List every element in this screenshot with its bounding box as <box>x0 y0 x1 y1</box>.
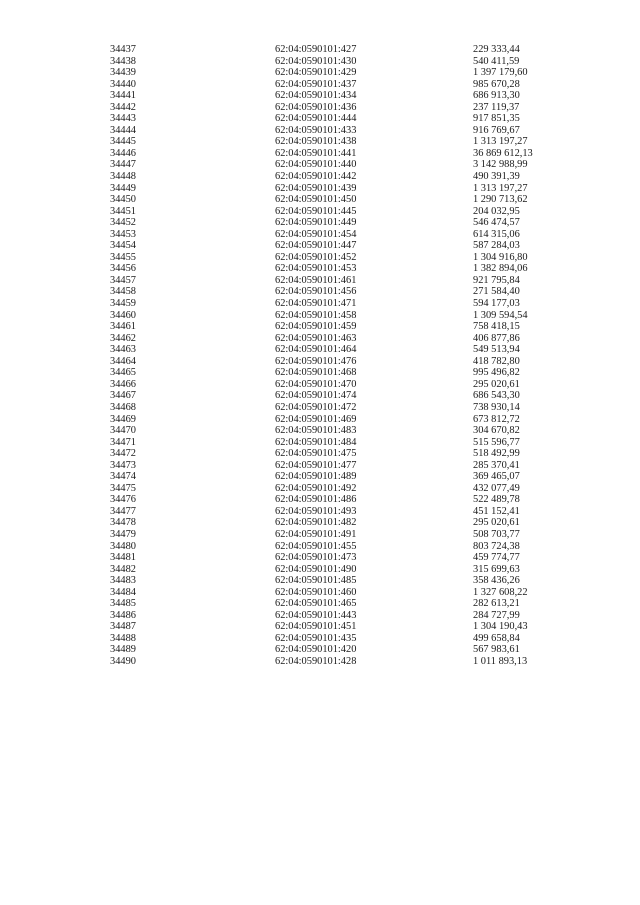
row-number: 34444 <box>110 124 136 136</box>
row-number: 34467 <box>110 390 136 402</box>
row-number: 34463 <box>110 344 136 356</box>
cadastral-number: 62:04:0590101:443 <box>275 609 357 621</box>
row-number: 34465 <box>110 367 136 379</box>
cadastral-value: 614 315,06 <box>473 228 520 240</box>
cadastral-number: 62:04:0590101:439 <box>275 182 357 194</box>
cadastral-value: 1 382 894,06 <box>473 263 528 275</box>
cadastral-value: 204 032,95 <box>473 205 520 217</box>
cadastral-number: 62:04:0590101:484 <box>275 436 357 448</box>
cadastral-value: 587 284,03 <box>473 240 520 252</box>
cadastral-value: 295 020,61 <box>473 517 520 529</box>
row-number: 34470 <box>110 425 136 437</box>
cadastral-value: 916 769,67 <box>473 124 520 136</box>
cadastral-number: 62:04:0590101:450 <box>275 194 357 206</box>
table-row <box>0 194 640 206</box>
cadastral-number: 62:04:0590101:459 <box>275 321 357 333</box>
cadastral-value: 518 492,99 <box>473 448 520 460</box>
row-number: 34469 <box>110 413 136 425</box>
table-row <box>0 229 640 241</box>
table-row <box>0 471 640 483</box>
cadastral-number: 62:04:0590101:428 <box>275 655 357 667</box>
table-row <box>0 159 640 171</box>
row-number: 34481 <box>110 552 136 564</box>
cadastral-value: 594 177,03 <box>473 298 520 310</box>
row-number: 34485 <box>110 598 136 610</box>
table-row <box>0 564 640 576</box>
cadastral-value: 522 489,78 <box>473 494 520 506</box>
cadastral-number: 62:04:0590101:436 <box>275 101 357 113</box>
row-number: 34448 <box>110 171 136 183</box>
cadastral-number: 62:04:0590101:492 <box>275 482 357 494</box>
cadastral-value: 358 436,26 <box>473 575 520 587</box>
cadastral-value: 540 411,59 <box>473 55 520 67</box>
cadastral-value: 515 596,77 <box>473 436 520 448</box>
table-row <box>0 356 640 368</box>
cadastral-number: 62:04:0590101:440 <box>275 159 357 171</box>
row-number: 34490 <box>110 655 136 667</box>
cadastral-number: 62:04:0590101:427 <box>275 44 357 55</box>
cadastral-value: 673 812,72 <box>473 413 520 425</box>
cadastral-number: 62:04:0590101:447 <box>275 240 357 252</box>
cadastral-number: 62:04:0590101:455 <box>275 540 357 552</box>
row-number: 34472 <box>110 448 136 460</box>
table-row <box>0 56 640 68</box>
row-number: 34468 <box>110 401 136 413</box>
row-number: 34439 <box>110 67 136 79</box>
cadastral-number: 62:04:0590101:476 <box>275 355 357 367</box>
row-number: 34440 <box>110 78 136 90</box>
table-row <box>0 298 640 310</box>
cadastral-value: 985 670,28 <box>473 78 520 90</box>
cadastral-number: 62:04:0590101:485 <box>275 575 357 587</box>
table-row <box>0 344 640 356</box>
cadastral-number: 62:04:0590101:465 <box>275 598 357 610</box>
cadastral-number: 62:04:0590101:461 <box>275 274 357 286</box>
row-number: 34449 <box>110 182 136 194</box>
cadastral-number: 62:04:0590101:442 <box>275 171 357 183</box>
cadastral-number: 62:04:0590101:451 <box>275 621 357 633</box>
row-number: 34464 <box>110 355 136 367</box>
table-row <box>0 171 640 183</box>
table-row <box>0 644 640 656</box>
row-number: 34473 <box>110 459 136 471</box>
cadastral-value: 369 465,07 <box>473 471 520 483</box>
cadastral-number: 62:04:0590101:475 <box>275 448 357 460</box>
table-row <box>0 240 640 252</box>
cadastral-value: 418 782,80 <box>473 355 520 367</box>
table-row <box>0 448 640 460</box>
table-row <box>0 379 640 391</box>
table-row <box>0 275 640 287</box>
table-row <box>0 402 640 414</box>
cadastral-number: 62:04:0590101:435 <box>275 632 357 644</box>
table-row <box>0 217 640 229</box>
cadastral-value: 803 724,38 <box>473 540 520 552</box>
cadastral-value: 499 658,84 <box>473 632 520 644</box>
cadastral-value: 1 011 893,13 <box>473 655 528 667</box>
cadastral-value: 686 543,30 <box>473 390 520 402</box>
row-number: 34458 <box>110 286 136 298</box>
cadastral-number: 62:04:0590101:493 <box>275 505 357 517</box>
table-row <box>0 206 640 218</box>
cadastral-number: 62:04:0590101:489 <box>275 471 357 483</box>
cadastral-number: 62:04:0590101:456 <box>275 286 357 298</box>
table-row <box>0 633 640 645</box>
cadastral-value: 686 913,30 <box>473 90 520 102</box>
cadastral-number: 62:04:0590101:420 <box>275 644 357 656</box>
cadastral-number: 62:04:0590101:429 <box>275 67 357 79</box>
row-number: 34489 <box>110 644 136 656</box>
cadastral-number: 62:04:0590101:452 <box>275 251 357 263</box>
cadastral-number: 62:04:0590101:483 <box>275 425 357 437</box>
table-row <box>0 575 640 587</box>
cadastral-number: 62:04:0590101:449 <box>275 217 357 229</box>
cadastral-value: 36 869 612,13 <box>473 147 533 159</box>
cadastral-value: 1 397 179,60 <box>473 67 528 79</box>
row-number: 34466 <box>110 378 136 390</box>
row-number: 34445 <box>110 136 136 148</box>
cadastral-number: 62:04:0590101:453 <box>275 263 357 275</box>
row-number: 34479 <box>110 528 136 540</box>
row-number: 34461 <box>110 321 136 333</box>
cadastral-value: 285 370,41 <box>473 459 520 471</box>
row-number: 34454 <box>110 240 136 252</box>
row-number: 34487 <box>110 621 136 633</box>
row-number: 34456 <box>110 263 136 275</box>
cadastral-number: 62:04:0590101:482 <box>275 517 357 529</box>
row-number: 34483 <box>110 575 136 587</box>
row-number: 34441 <box>110 90 136 102</box>
cadastral-number: 62:04:0590101:464 <box>275 344 357 356</box>
table-row <box>0 414 640 426</box>
table-row <box>0 67 640 79</box>
row-number: 34480 <box>110 540 136 552</box>
row-number: 34450 <box>110 194 136 206</box>
cadastral-value: 237 119,37 <box>473 101 520 113</box>
cadastral-value: 1 313 197,27 <box>473 136 528 148</box>
cadastral-value: 284 727,99 <box>473 609 520 621</box>
cadastral-number: 62:04:0590101:433 <box>275 124 357 136</box>
table-row <box>0 656 640 668</box>
cadastral-number: 62:04:0590101:441 <box>275 147 357 159</box>
cadastral-value: 304 670,82 <box>473 425 520 437</box>
row-number: 34462 <box>110 332 136 344</box>
cadastral-value: 921 795,84 <box>473 274 520 286</box>
table-row <box>0 506 640 518</box>
table-row <box>0 333 640 345</box>
cadastral-value: 1 313 197,27 <box>473 182 528 194</box>
row-number: 34486 <box>110 609 136 621</box>
cadastral-number: 62:04:0590101:468 <box>275 367 357 379</box>
row-number: 34474 <box>110 471 136 483</box>
table-row <box>0 321 640 333</box>
cadastral-value: 432 077,49 <box>473 482 520 494</box>
row-number: 34453 <box>110 228 136 240</box>
row-number: 34460 <box>110 309 136 321</box>
cadastral-value: 567 983,61 <box>473 644 520 656</box>
row-number: 34437 <box>110 44 136 55</box>
row-number: 34478 <box>110 517 136 529</box>
cadastral-number: 62:04:0590101:470 <box>275 378 357 390</box>
cadastral-number: 62:04:0590101:460 <box>275 586 357 598</box>
cadastral-number: 62:04:0590101:474 <box>275 390 357 402</box>
table-row <box>0 44 640 56</box>
table-row <box>0 517 640 529</box>
row-number: 34475 <box>110 482 136 494</box>
cadastral-number: 62:04:0590101:444 <box>275 113 357 125</box>
cadastral-number: 62:04:0590101:437 <box>275 78 357 90</box>
table-row <box>0 598 640 610</box>
cadastral-number: 62:04:0590101:438 <box>275 136 357 148</box>
cadastral-value: 451 152,41 <box>473 505 520 517</box>
cadastral-number: 62:04:0590101:471 <box>275 298 357 310</box>
table-row <box>0 310 640 322</box>
cadastral-number: 62:04:0590101:445 <box>275 205 357 217</box>
table-row <box>0 263 640 275</box>
row-number: 34459 <box>110 298 136 310</box>
cadastral-number: 62:04:0590101:430 <box>275 55 357 67</box>
table-row <box>0 79 640 91</box>
cadastral-number: 62:04:0590101:458 <box>275 309 357 321</box>
table-row <box>0 483 640 495</box>
cadastral-value: 229 333,44 <box>473 44 520 55</box>
table-row <box>0 183 640 195</box>
cadastral-value: 459 774,77 <box>473 552 520 564</box>
cadastral-number: 62:04:0590101:477 <box>275 459 357 471</box>
cadastral-value: 1 304 916,80 <box>473 251 528 263</box>
cadastral-value: 282 613,21 <box>473 598 520 610</box>
row-number: 34438 <box>110 55 136 67</box>
cadastral-number: 62:04:0590101:434 <box>275 90 357 102</box>
cadastral-value: 271 584,40 <box>473 286 520 298</box>
cadastral-number: 62:04:0590101:463 <box>275 332 357 344</box>
table-row <box>0 587 640 599</box>
table-row <box>0 437 640 449</box>
cadastral-value: 406 877,86 <box>473 332 520 344</box>
cadastral-number: 62:04:0590101:473 <box>275 552 357 564</box>
row-number: 34488 <box>110 632 136 644</box>
table-row <box>0 102 640 114</box>
row-number: 34442 <box>110 101 136 113</box>
row-number: 34451 <box>110 205 136 217</box>
table-row <box>0 621 640 633</box>
cadastral-value: 490 391,39 <box>473 171 520 183</box>
row-number: 34443 <box>110 113 136 125</box>
table-row <box>0 390 640 402</box>
cadastral-value: 1 309 594,54 <box>473 309 528 321</box>
row-number: 34455 <box>110 251 136 263</box>
cadastral-number: 62:04:0590101:491 <box>275 528 357 540</box>
cadastral-value: 995 496,82 <box>473 367 520 379</box>
table-row <box>0 541 640 553</box>
cadastral-value: 295 020,61 <box>473 378 520 390</box>
table-row <box>0 90 640 102</box>
table-row <box>0 460 640 472</box>
cadastral-value-table <box>0 44 640 668</box>
cadastral-value: 738 930,14 <box>473 401 520 413</box>
cadastral-value: 1 290 713,62 <box>473 194 528 206</box>
table-row <box>0 529 640 541</box>
table-row <box>0 136 640 148</box>
row-number: 34476 <box>110 494 136 506</box>
cadastral-number: 62:04:0590101:469 <box>275 413 357 425</box>
cadastral-value: 917 851,35 <box>473 113 520 125</box>
row-number: 34452 <box>110 217 136 229</box>
table-row <box>0 252 640 264</box>
cadastral-value: 546 474,57 <box>473 217 520 229</box>
row-number: 34482 <box>110 563 136 575</box>
table-row <box>0 113 640 125</box>
table-row <box>0 494 640 506</box>
table-row <box>0 148 640 160</box>
cadastral-value: 508 703,77 <box>473 528 520 540</box>
row-number: 34484 <box>110 586 136 598</box>
row-number: 34446 <box>110 147 136 159</box>
cadastral-value: 3 142 988,99 <box>473 159 528 171</box>
cadastral-value: 1 304 190,43 <box>473 621 528 633</box>
cadastral-value: 549 513,94 <box>473 344 520 356</box>
table-row <box>0 367 640 379</box>
table-row <box>0 552 640 564</box>
table-row <box>0 125 640 137</box>
cadastral-value: 315 699,63 <box>473 563 520 575</box>
table-row <box>0 610 640 622</box>
cadastral-number: 62:04:0590101:490 <box>275 563 357 575</box>
cadastral-number: 62:04:0590101:472 <box>275 401 357 413</box>
cadastral-number: 62:04:0590101:486 <box>275 494 357 506</box>
cadastral-value: 1 327 608,22 <box>473 586 528 598</box>
table-row <box>0 425 640 437</box>
cadastral-value: 758 418,15 <box>473 321 520 333</box>
row-number: 34477 <box>110 505 136 517</box>
table-row <box>0 286 640 298</box>
cadastral-number: 62:04:0590101:454 <box>275 228 357 240</box>
row-number: 34471 <box>110 436 136 448</box>
row-number: 34447 <box>110 159 136 171</box>
row-number: 34457 <box>110 274 136 286</box>
